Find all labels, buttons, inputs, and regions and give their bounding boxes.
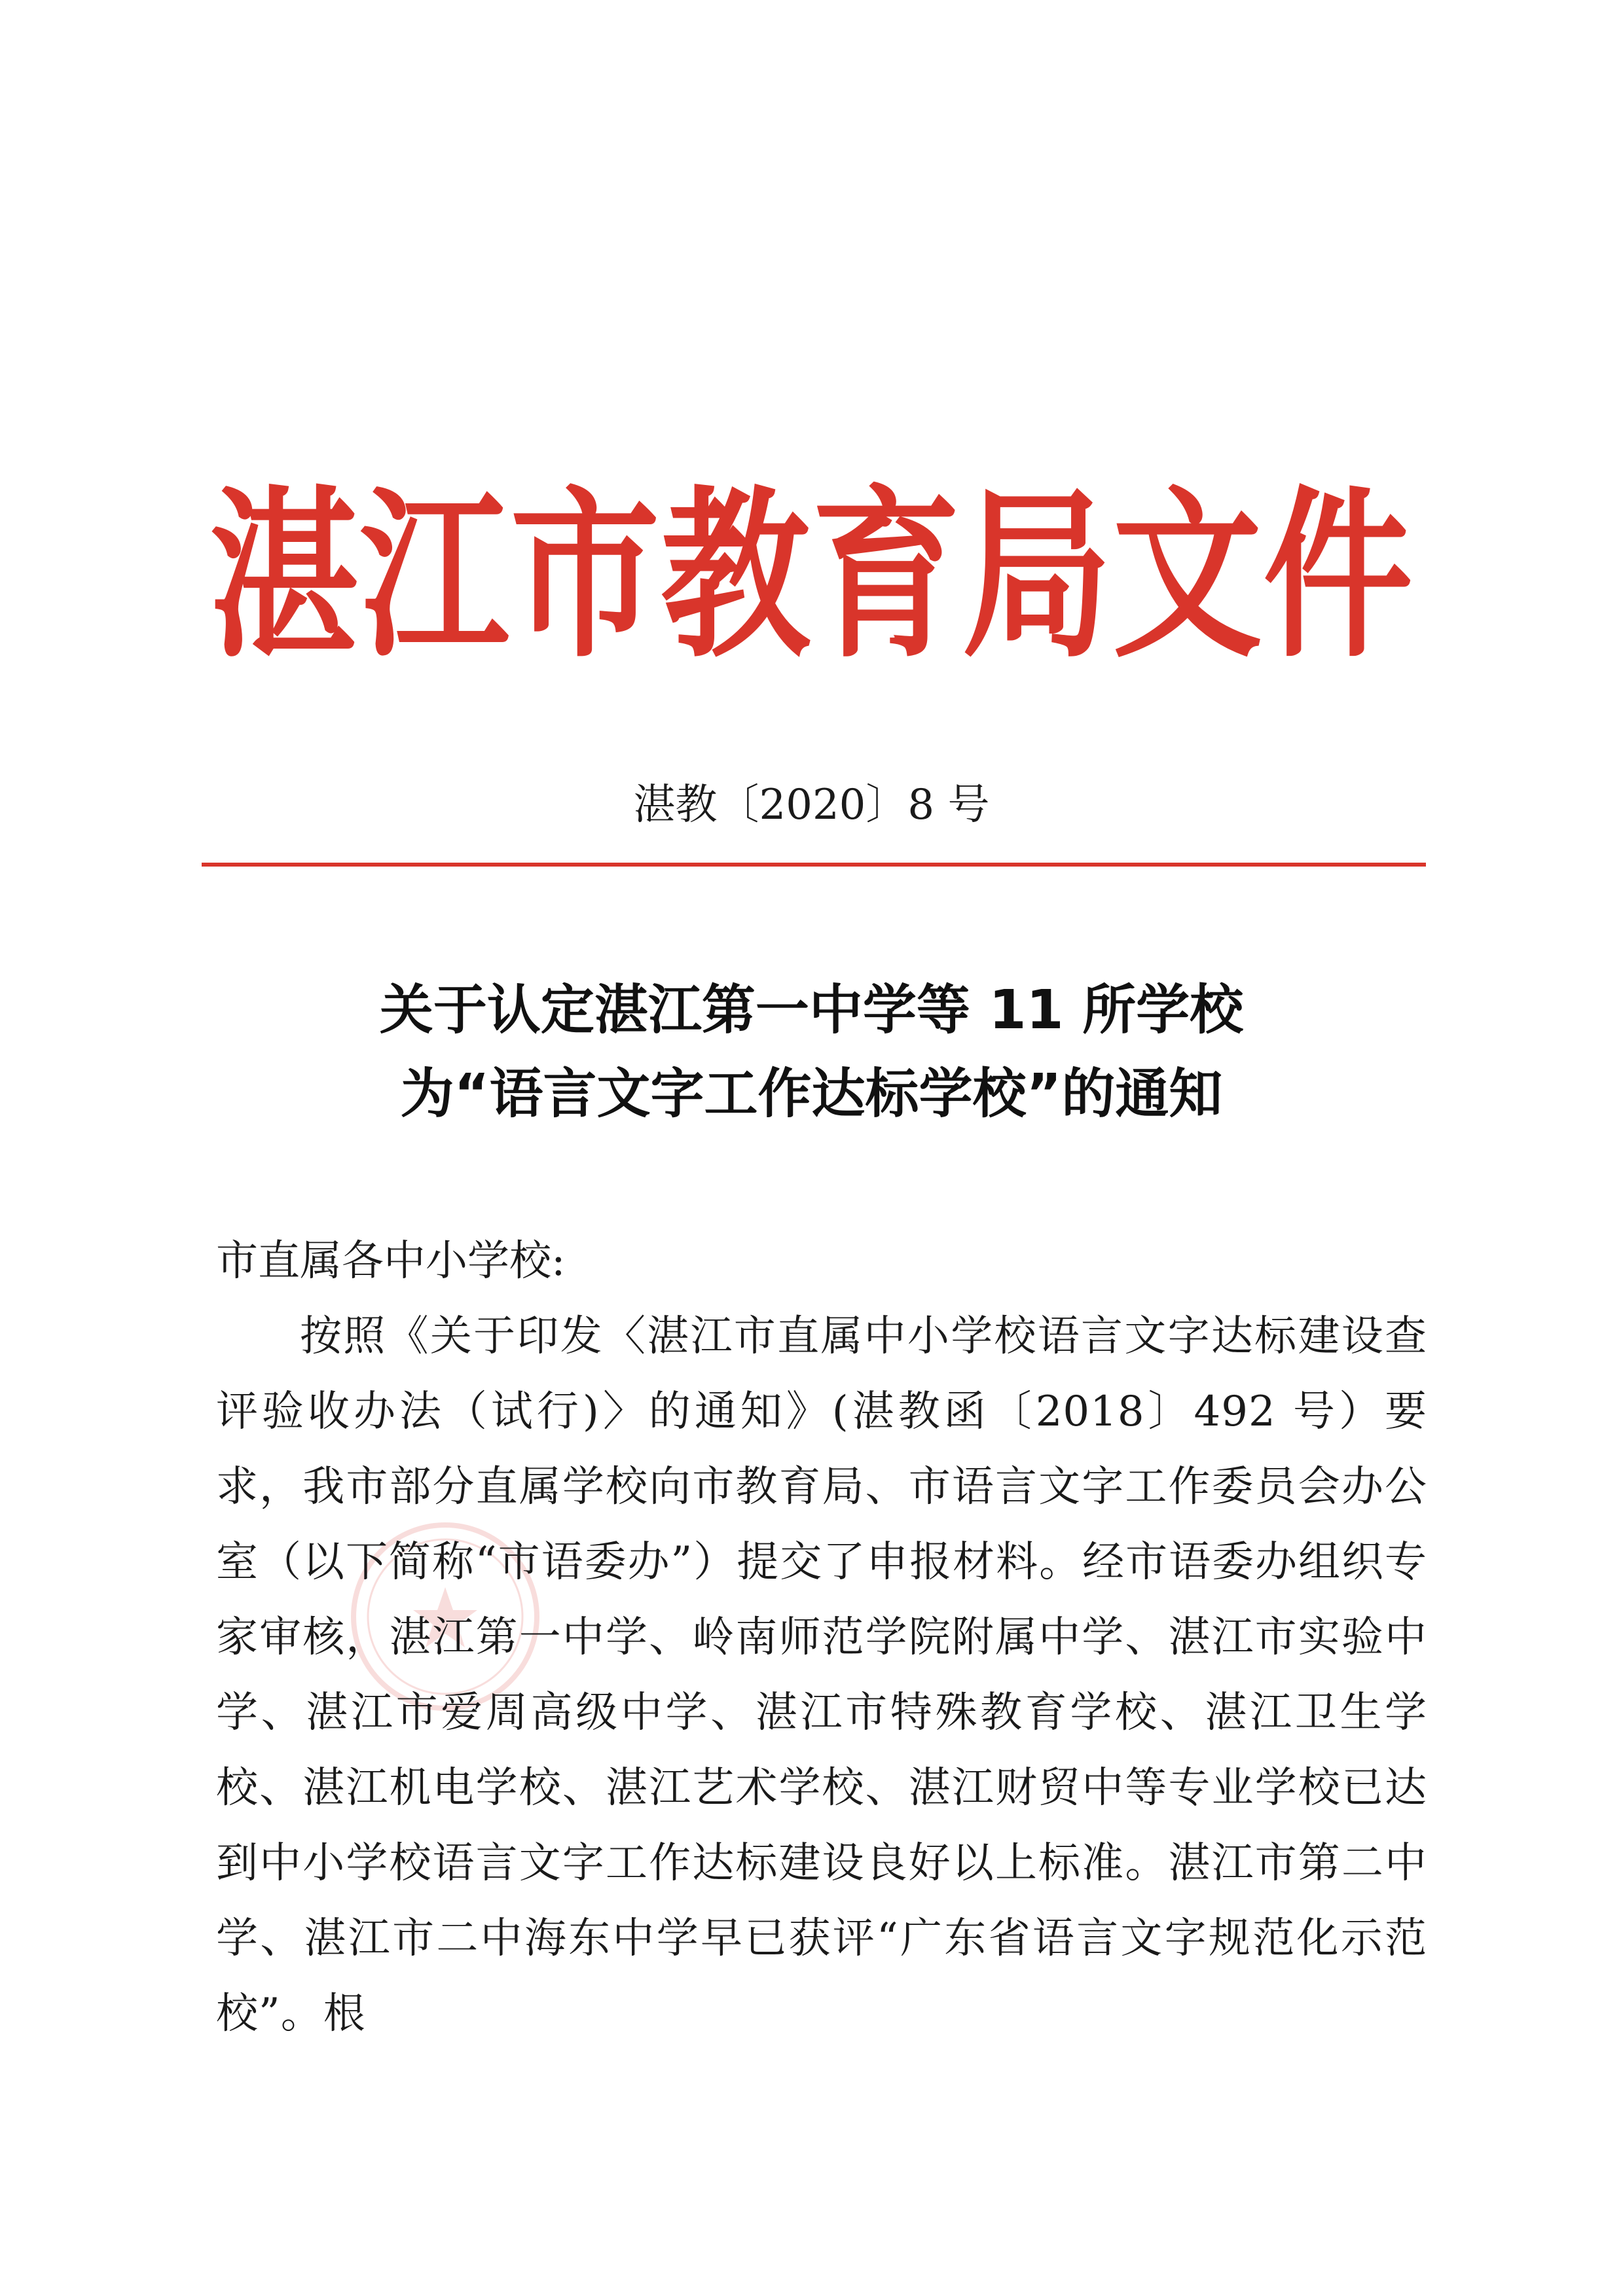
document-number: 湛教〔2020〕8 号 [633,781,990,829]
body-paragraph: 按照《关于印发〈湛江市直属中小学校语言文字达标建设查评验收办法（试行)〉的通知》(湛教函〔2018〕492 号）要求，我市部分直属学校向市教育局、市语言文字工作委员会办公室（以下简称“市语委办”）提交了申报材料。经市语委办组织专家审核，湛江第一中学、岭南师范学院附属中学、湛江市实验中学、湛江市爱周高级中学、湛江市特殊教育学校、湛江卫生学校、湛江机电学校、湛江艺术学校、湛江财贸中等专业学校已达到中小学校语言文字工作达标建设良好以上标准。湛江市第二中学、湛江市二中海东中学早已获评“广东省语言文字规范化示范校”。根 [216,1312,1427,2038]
notice-title [131,969,1492,1136]
notice-title-line-1: 关于认定湛江第一中学等 11 所学校 [379,979,1244,1041]
salutation: 市直属各中小学校: [216,1237,566,1285]
notice-title-line-2: 为“语言文字工作达标学校”的通知 [400,1063,1223,1125]
notice-body [216,1224,1427,2052]
red-divider-line [202,863,1426,867]
masthead-title: 湛江市教育局文件 [209,469,1414,683]
